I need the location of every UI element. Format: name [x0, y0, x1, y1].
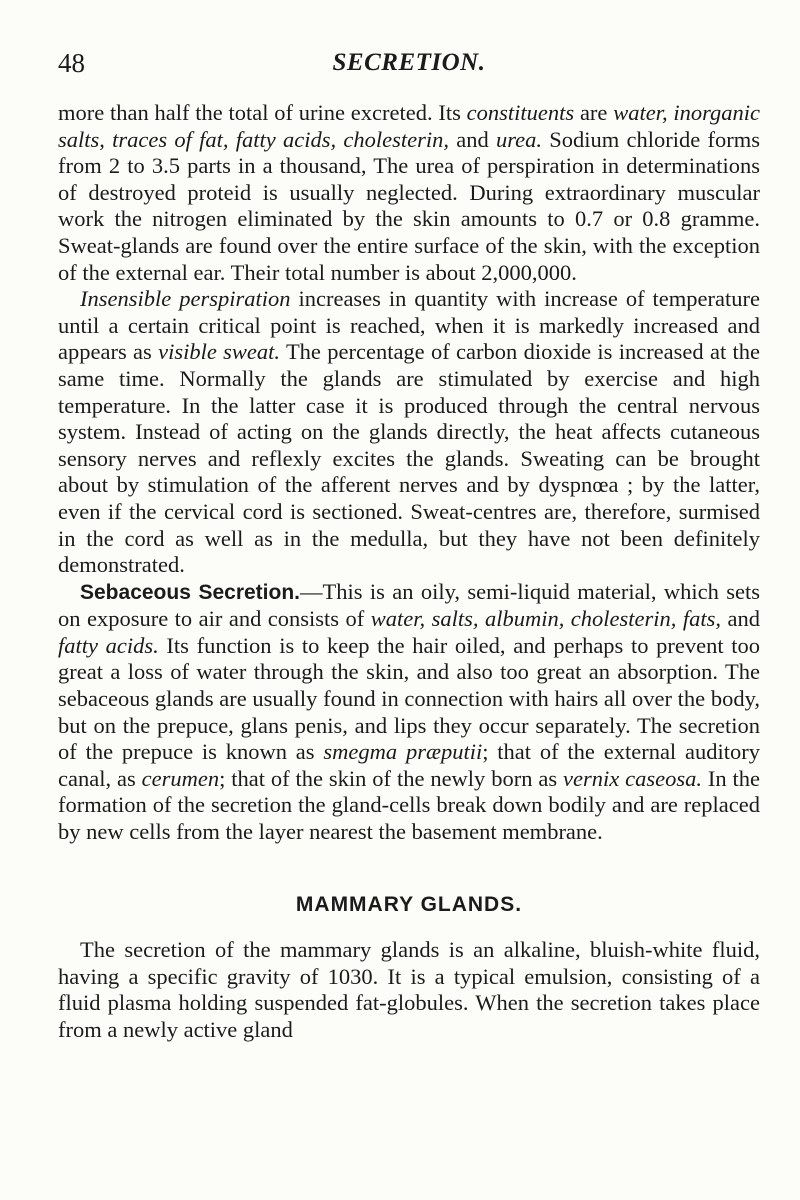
- book-page: [58, 48, 760, 1044]
- text-run: increases in quantity with increase of temperature until a certain critical point is reached, when it is markedly increased and appears as: [58, 286, 760, 365]
- italic-term: fatty acids.: [58, 632, 159, 658]
- italic-term: constituents: [466, 100, 575, 125]
- text-run: In the formation of the secretion the gland-cells break down bodily and are replaced by new cells from the layer nearest the basement membrane.: [58, 765, 760, 845]
- italic-term: water, salts, albumin, cholesterin, fats,: [370, 606, 722, 632]
- paragraph-sweat-constituents: [58, 100, 760, 286]
- text-run: more than half the total of urine excreted. Its: [58, 100, 467, 125]
- run-in-heading: Sebaceous Secretion.: [80, 580, 300, 604]
- paragraph-sebaceous-secretion: [58, 579, 760, 846]
- italic-term: vernix caseosa.: [562, 765, 702, 791]
- italic-term: water, inorganic salts, traces of fat, fatty acids, cholesterin,: [58, 100, 761, 152]
- text-run: Sodium chloride forms from 2 to 3.5 parts in a thousand, The urea of perspiration in determinations of destroyed proteid is usually neglected. During extraordinary muscular work the nitrogen eliminated by the skin amounts to 0.7 or 0.8 gramme. Sweat-glands are found over the entire surface of the skin, with the exception of the external ear. Their total number is about 2,000,000.: [58, 126, 760, 285]
- text-run: ; that of the skin of the newly born as: [219, 765, 563, 791]
- text-run: and: [721, 606, 760, 632]
- text-run: The percentage of carbon dioxide is increased at the same time. Normally the glands are stimulated by exercise and high temperature. In the latter case it is produced through the central nervous system. Instead of acting on the glands directly, the heat affects cutaneous sensory nerves and reflexly excites the glands. Sweating can be brought about by stimulation of the afferent nerves and by dyspnœa ; by the latter, even if the cervical cord is sectioned. Sweat-centres are, therefore, surmised in the cord as well as in the medulla, but they have not been definitely demonstrated.: [58, 339, 761, 578]
- italic-term: urea.: [495, 126, 543, 152]
- text-run: —This is an oily, semi-liquid material, which sets on exposure to air and consists of: [58, 578, 760, 632]
- running-title: SECRETION.: [332, 49, 486, 76]
- text-run: are: [574, 100, 614, 125]
- page-number: 48: [58, 48, 85, 78]
- section-heading: MAMMARY GLANDS.: [295, 892, 523, 916]
- italic-term: Insensible perspiration: [80, 286, 291, 312]
- text-run: Its function is to keep the hair oiled, and perhaps to prevent too great a loss of water through the skin, and also too great an absorption. The sebaceous glands are usually found in connection with hairs all over the body, but on the prepuce, glans penis, and lips they occur separately. The secretion of the prepuce is known as: [58, 632, 760, 765]
- text-run: and: [448, 126, 496, 152]
- body-text: [58, 100, 760, 1044]
- text-run: The secretion of the mammary glands is an alkaline, bluish-white fluid, having a specific gravity of 1030. It is a typical emulsion, consisting of a fluid plasma holding suspended fat-globules. When the secretion takes place from a newly active gland: [58, 937, 760, 1042]
- paragraph-insensible-perspiration: [58, 286, 760, 579]
- text-run: ; that of the external auditory canal, as: [58, 739, 760, 791]
- italic-term: smegma præputii: [323, 739, 483, 765]
- italic-term: visible sweat.: [158, 339, 281, 365]
- italic-term: cerumen: [141, 765, 220, 791]
- running-head: [58, 48, 760, 78]
- paragraph-mammary-secretion: [58, 937, 760, 1043]
